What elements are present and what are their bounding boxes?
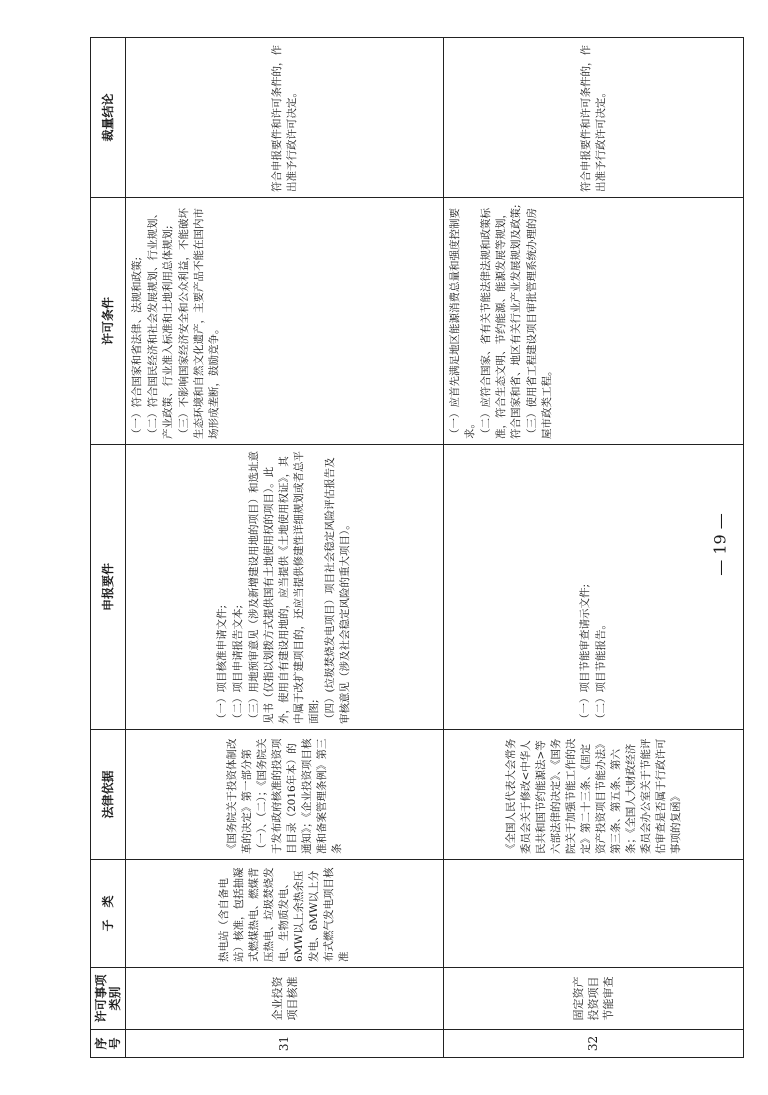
header-subtype: 子 类 xyxy=(91,860,126,968)
row-subtype xyxy=(444,860,744,968)
condition-item: （三）使用省工程建设项目审批管理系统办理的房屋市政类工程。 xyxy=(526,208,553,439)
row-basis: 《国务院关于投资体制改革的决定》第一部分第（一）、（二）；《国务院关于发布政府核准的投资项目目录（2016年本）的通知》；《企业投资项目核准和备案管理条例》第三条 xyxy=(126,730,444,860)
row-materials xyxy=(444,445,744,730)
rotated-table-inner xyxy=(90,38,738,1058)
table-row xyxy=(444,38,744,1058)
row-conditions xyxy=(126,198,444,445)
condition-item: （一）应首先满足地区能源消费总量和强度控制要求。 xyxy=(449,208,476,439)
header-conditions: 许可条件 xyxy=(91,198,126,445)
row-conclusion: 符合申报要件和许可条件的，作出准予行政许可决定。 xyxy=(444,38,744,198)
condition-item: （二）符合国民经济和社会发展规划、行业规划、产业政策、行业准入标准和土地利用总体规划; xyxy=(147,208,174,439)
row-conclusion: 符合申报要件和许可条件的，作出准予行政许可决定。 xyxy=(126,38,444,198)
row-subtype: 热电站（含自备电站）核准，包括抽凝式燃煤热电、燃煤背压热电、垃圾焚烧发电、生物质发电、6MW以上余热余压发电、6MW以上分布式燃气发电项目核准 xyxy=(126,860,444,968)
material-item: （二）项目申请报告文本; xyxy=(232,604,244,724)
table-header-row xyxy=(91,38,126,1058)
permit-table xyxy=(90,37,744,1058)
row-category: 企业投资项目核准 xyxy=(126,968,444,1030)
row-basis: 《全国人民代表大会常务委员会关于修改<中华人民共和国节约能源法>等六部法律的决定》、《国务院关于加强节能工作的决定》第二十三条、《固定资产投资项目节能办法》第三条、第五条、第六条；《全国人大财政经济委员会办公室关于节能评估审查是否属于行政许可事项的复函》 xyxy=(444,730,744,860)
page-number-text: — 19 — xyxy=(710,513,730,576)
material-item: （四）(垃圾焚烧发电项目）项目社会稳定风险评估报告及审核意见（涉及社会稳定风险的重大项目）。 xyxy=(324,457,351,724)
row-seq: 32 xyxy=(444,1030,744,1058)
row-materials xyxy=(126,445,444,730)
row-category: 固定资产投资项目节能审查 xyxy=(444,968,744,1030)
material-item: （二）项目节能报告。 xyxy=(594,619,607,724)
header-category: 许可事项类别 xyxy=(91,968,126,1030)
table-row xyxy=(126,38,444,1058)
header-conclusion: 裁量结论 xyxy=(91,38,126,198)
row-conditions xyxy=(444,198,744,445)
header-basis: 法律依据 xyxy=(91,730,126,860)
material-item: （三）用地预审意见（涉及新增建设用地的项目）和选址意见书（仅指以划拨方式提供国有土地使用权的项目）。此外，使用自有建设用地的，应当提供《土地使用权证》，其中属于改扩建项目的，还应当提供修建性详细规划或者总平面图; xyxy=(248,451,320,724)
header-materials: 申报要件 xyxy=(91,445,126,730)
condition-item: （二）应符合国家、省有关节能法律法规和政策标准，符合生态文明、节约能源、能源发展等规划，符合国家和省、地区有关行业产业发展规划及政策; xyxy=(480,204,522,439)
page-number xyxy=(700,490,740,600)
row-seq: 31 xyxy=(126,1030,444,1058)
material-item: （一）项目核准申请文件; xyxy=(216,604,228,724)
rotated-table-region xyxy=(90,38,738,1058)
condition-item: （一）符合国家和省法律、法规和政策; xyxy=(131,256,143,439)
condition-item: （三）不影响国家经济安全和公众利益，不能破坏生态环境和自然文化遗产，主要产品不能在国内市场形成垄断，鼓励竞争。 xyxy=(178,208,220,439)
material-item: （一）项目节能审查请示文件; xyxy=(578,583,591,724)
header-seq: 序号 xyxy=(91,1030,126,1058)
